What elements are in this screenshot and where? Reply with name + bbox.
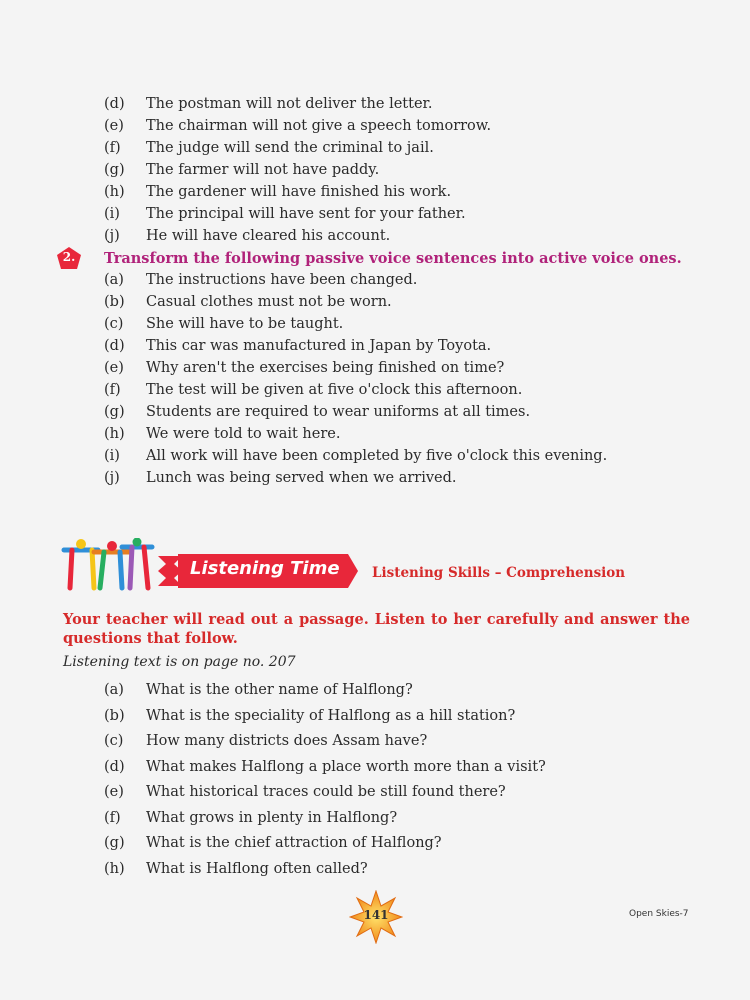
exercise-2-list bbox=[104, 269, 607, 489]
list-item: (d) What makes Halflong a place worth more than a visit? bbox=[104, 758, 546, 775]
exercise-1-list bbox=[104, 93, 491, 247]
list-item: (g) The farmer will not have paddy. bbox=[104, 162, 380, 178]
exercise-2-instruction: Transform the following passive voice sentences into active voice ones. bbox=[104, 249, 682, 267]
banner-title: Listening Time bbox=[190, 558, 340, 579]
list-item: (j) Lunch was being served when we arrived. bbox=[104, 470, 457, 486]
people-figures-icon bbox=[60, 538, 155, 594]
list-item: (a) The instructions have been changed. bbox=[104, 272, 418, 288]
list-item: (f) The test will be given at five o'clock this afternoon. bbox=[104, 382, 523, 398]
list-item: (f) The judge will send the criminal to jail. bbox=[104, 140, 434, 156]
book-title-footer: Open Skies-7 bbox=[629, 909, 689, 919]
list-item: (a) What is the other name of Halflong? bbox=[104, 682, 413, 698]
list-item: (i) The principal will have sent for your father. bbox=[104, 206, 466, 222]
list-item: (b) Casual clothes must not be worn. bbox=[104, 294, 392, 310]
page-number-badge bbox=[349, 890, 403, 944]
list-item: (d) This car was manufactured in Japan by Toyota. bbox=[104, 338, 492, 354]
list-item: (f) What grows in plenty in Halflong? bbox=[104, 809, 398, 826]
list-item: (c) She will have to be taught. bbox=[104, 316, 344, 332]
listening-instruction: Your teacher will read out a passage. Listen to her carefully and answer the questions that follow. bbox=[63, 611, 690, 647]
list-item: (h) We were told to wait here. bbox=[104, 426, 341, 442]
list-item: (g) Students are required to wear uniforms at all times. bbox=[104, 404, 531, 420]
list-item: (h) What is Halflong often called? bbox=[104, 860, 368, 877]
list-item: (e) The chairman will not give a speech tomorrow. bbox=[104, 118, 492, 134]
list-item: (c) How many districts does Assam have? bbox=[104, 733, 428, 749]
exercise-2-heading bbox=[56, 247, 682, 269]
list-item: (g) What is the chief attraction of Halflong? bbox=[104, 835, 442, 851]
list-item: (e) Why aren't the exercises being finished on time? bbox=[104, 360, 505, 376]
listening-questions-list bbox=[104, 678, 546, 882]
listening-time-header bbox=[60, 538, 700, 594]
list-item: (j) He will have cleared his account. bbox=[104, 228, 391, 244]
list-item: (i) All work will have been completed by five o'clock this evening. bbox=[104, 448, 608, 464]
listening-reference: Listening text is on page no. 207 bbox=[63, 654, 296, 670]
list-item: (h) The gardener will have finished his work. bbox=[104, 184, 452, 200]
section-subtitle: Listening Skills – Comprehension bbox=[372, 565, 626, 581]
list-item: (b) What is the speciality of Halflong as a hill station? bbox=[104, 707, 516, 724]
question-number-badge: 2. bbox=[56, 246, 82, 270]
list-item: (e) What historical traces could be still found there? bbox=[104, 784, 506, 800]
page-number: 141 bbox=[363, 908, 389, 922]
list-item: (d) The postman will not deliver the letter. bbox=[104, 96, 433, 112]
